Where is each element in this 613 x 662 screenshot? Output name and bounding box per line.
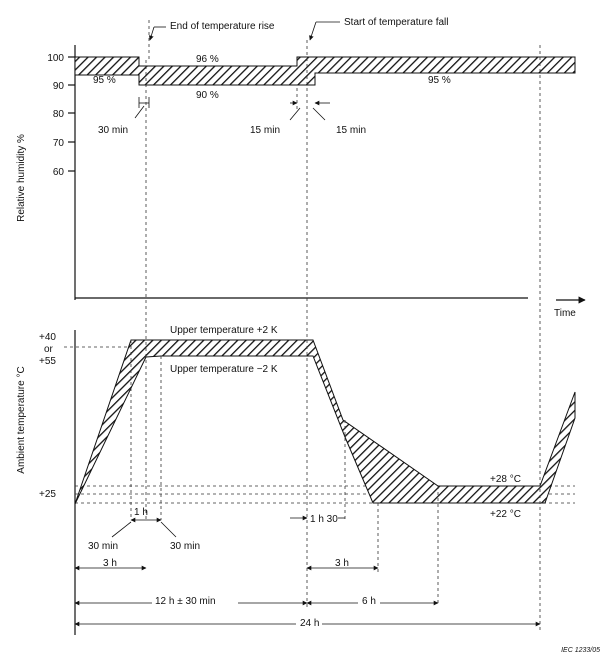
dim-3h-left-label: 3 h (103, 558, 117, 569)
dim-30min-right: 30 min (170, 541, 201, 552)
temp-28c-label: +28 °C (490, 474, 521, 485)
duration-dimensions (75, 507, 540, 629)
temp-22c-label: +22 °C (490, 509, 521, 520)
upper-minus-2k-label: Upper temperature −2 K (170, 364, 278, 375)
humidity-30min-label: 30 min (98, 125, 129, 136)
dim-30min-left: 30 min (88, 541, 119, 552)
tick-label-70: 70 (52, 138, 64, 149)
tick-label-25: +25 (39, 489, 56, 500)
tick-label-80: 80 (52, 109, 64, 120)
upper-plus-2k-label: Upper temperature +2 K (170, 325, 278, 336)
start-of-fall-label: Start of temperature fall (344, 17, 449, 28)
dim-24h-label: 24 h (300, 618, 320, 629)
end-of-rise-arrow (150, 27, 154, 40)
temperature-axis-label: Ambient temperature °C (16, 366, 27, 474)
dim-1h-label: 1 h (134, 507, 148, 518)
tick-label-100: 100 (47, 53, 64, 64)
humidity-band (75, 57, 575, 85)
temperature-panel (16, 325, 575, 635)
tick-label-90: 90 (52, 81, 64, 92)
humidity-axis-label: Relative humidity % (16, 134, 27, 222)
humidity-95-left: 95 % (93, 75, 116, 86)
humidity-15min-right: 15 min (336, 125, 367, 136)
humidity-15min-left: 15 min (250, 125, 281, 136)
tick-label-55: +55 (39, 356, 56, 367)
dim-6h-label: 6 h (362, 596, 376, 607)
figure-reference: IEC 1233/05 (561, 647, 600, 654)
tick-label-60: 60 (52, 167, 64, 178)
humidity-90: 90 % (196, 90, 219, 101)
start-of-fall-arrow (310, 22, 316, 40)
dim-12h-label: 12 h ± 30 min (155, 596, 216, 607)
tick-label-40: +40 (39, 332, 56, 343)
dim-1h30-label: 1 h 30 (310, 514, 338, 525)
humidity-95-right: 95 % (428, 75, 451, 86)
end-of-rise-label: End of temperature rise (170, 21, 275, 32)
time-label: Time (554, 308, 576, 319)
humidity-96: 96 % (196, 54, 219, 65)
dim-3h-right-label: 3 h (335, 558, 349, 569)
tick-label-or: or (44, 344, 53, 355)
humidity-panel (16, 17, 585, 319)
